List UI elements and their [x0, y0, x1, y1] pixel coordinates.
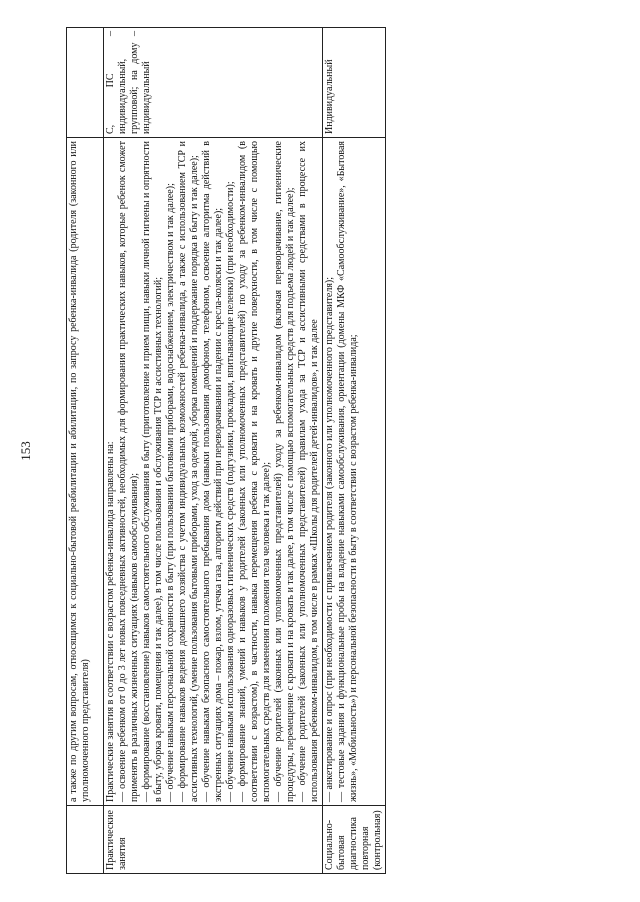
table-row: [104, 28, 323, 874]
list-item: — анкетирование и опрос (при необходимости с привлечением родителя (законного или уполномоченного представителя);: [324, 276, 335, 802]
table-row: [67, 28, 104, 874]
table-row: [323, 28, 386, 874]
description-cell: [323, 138, 386, 806]
list-item: — обучение навыкам безопасного самостоятельного пребывания дома (навыки пользования домофоном, телефоном, освоение алгоритма действий в экстренных ситуациях дома – пожар, взлом, утечка газа, алгоритм действий при переворачивании и падении с кресла-коляски и так далее);: [201, 141, 224, 802]
form-of-work: Индивидуальный: [324, 59, 335, 134]
list-item: — обучение родителей (законных или уполномоченных представителей) правилам ухода за ТСР и ассистивными средствами в процессе их использования ребенком-инвалидом, в том числе в рамках «Школы для родителей детей-инвалидов», и так далее: [297, 141, 320, 802]
activity-type-cell: [323, 806, 386, 874]
form-of-work: С, ПС – индивидуальный, групповой; на дому – индивидуальный: [105, 31, 152, 134]
list-item: — освоение ребенком от 0 до 3 лет новых повседневных активностей, необходимых для формирования практических навыков, которые ребенок сможет применять в различных жизненных ситуациях (навыков самообслуживания);: [117, 141, 140, 802]
activity-type-cell: [67, 806, 104, 874]
form-cell: [67, 28, 104, 138]
description-cell: [67, 138, 104, 806]
activity-type-cell: [104, 806, 323, 874]
list-item: — обучение навыкам персональной сохранности в быту (при пользовании бытовыми приборами, водоснабжением, электричеством и так далее);: [165, 183, 176, 802]
list-item: — формирование (восстановление) навыков самостоятельного обслуживания в быту (приготовление и прием пищи, навыки личной гигиены и опрятности в быту, уборка кровати, помещения и так далее), в том числе пользования и обслуживания ТСР и ассистивных технологий;: [141, 141, 164, 802]
activity-type: Социально-бытовая диагностика повторная (контрольная): [324, 810, 383, 870]
description-intro: а также по другим вопросам, относящимся к социально-бытовой реабилитации и абилитации, по запросу ребенка-инвалида (родителя (законного или уполномоченного представителя): [68, 141, 91, 802]
list-item: — формирование знаний, умений и навыков у родителей (законных или уполномоченных представителей) по уходу за ребенком-инвалидом (в соответствии с возрастом), в частности, навыка перемещения ребенка с кровати и на кровать и другие поверхности, в том числе с помощью вспомогательных средств для изменения положения тела человека и так далее);: [237, 141, 272, 802]
rehabilitation-table: [66, 27, 386, 874]
page-number: 153: [18, 441, 33, 461]
list-item: — обучение родителей (законных или уполномоченных представителей) уходу за ребенком-инвалидом (включая переворачивание, гигиенические процедуры, перемещение с кровати и на кровать и так далее, в том числе с помощью вспомогательных средств для подъема людей и так далее);: [273, 141, 296, 802]
activity-type: Практические занятия: [105, 810, 128, 870]
list-item: — формирование навыков ведения домашнего хозяйства с учетом индивидуальных возможностей ребенка-инвалида, а также с использованием ТСР и ассистивных технологий, (умение пользования бытовыми приборами, уход за одеждой, уборка помещений и поддержание порядка в быту и так далее);: [177, 141, 200, 802]
description-intro: Практические занятия в соответствии с возрастом ребенка-инвалида направлены на:: [105, 441, 116, 802]
form-cell: [323, 28, 386, 138]
description-cell: [104, 138, 323, 806]
list-item: — тестовые задания и функциональные пробы на владение навыками самообслуживания, ориентации (домены МКФ «Самообслуживание», «Бытовая жизнь», «Мобильность») и персональной безопасности в быту в соответствии с возрастом ребенка-инвалида;: [336, 141, 359, 802]
list-item: — обучение навыкам использования одноразовых гигиенических средств (подгузники, прокладки, впитывающие пеленки) (при необходимости);: [225, 181, 236, 802]
form-cell: [104, 28, 323, 138]
